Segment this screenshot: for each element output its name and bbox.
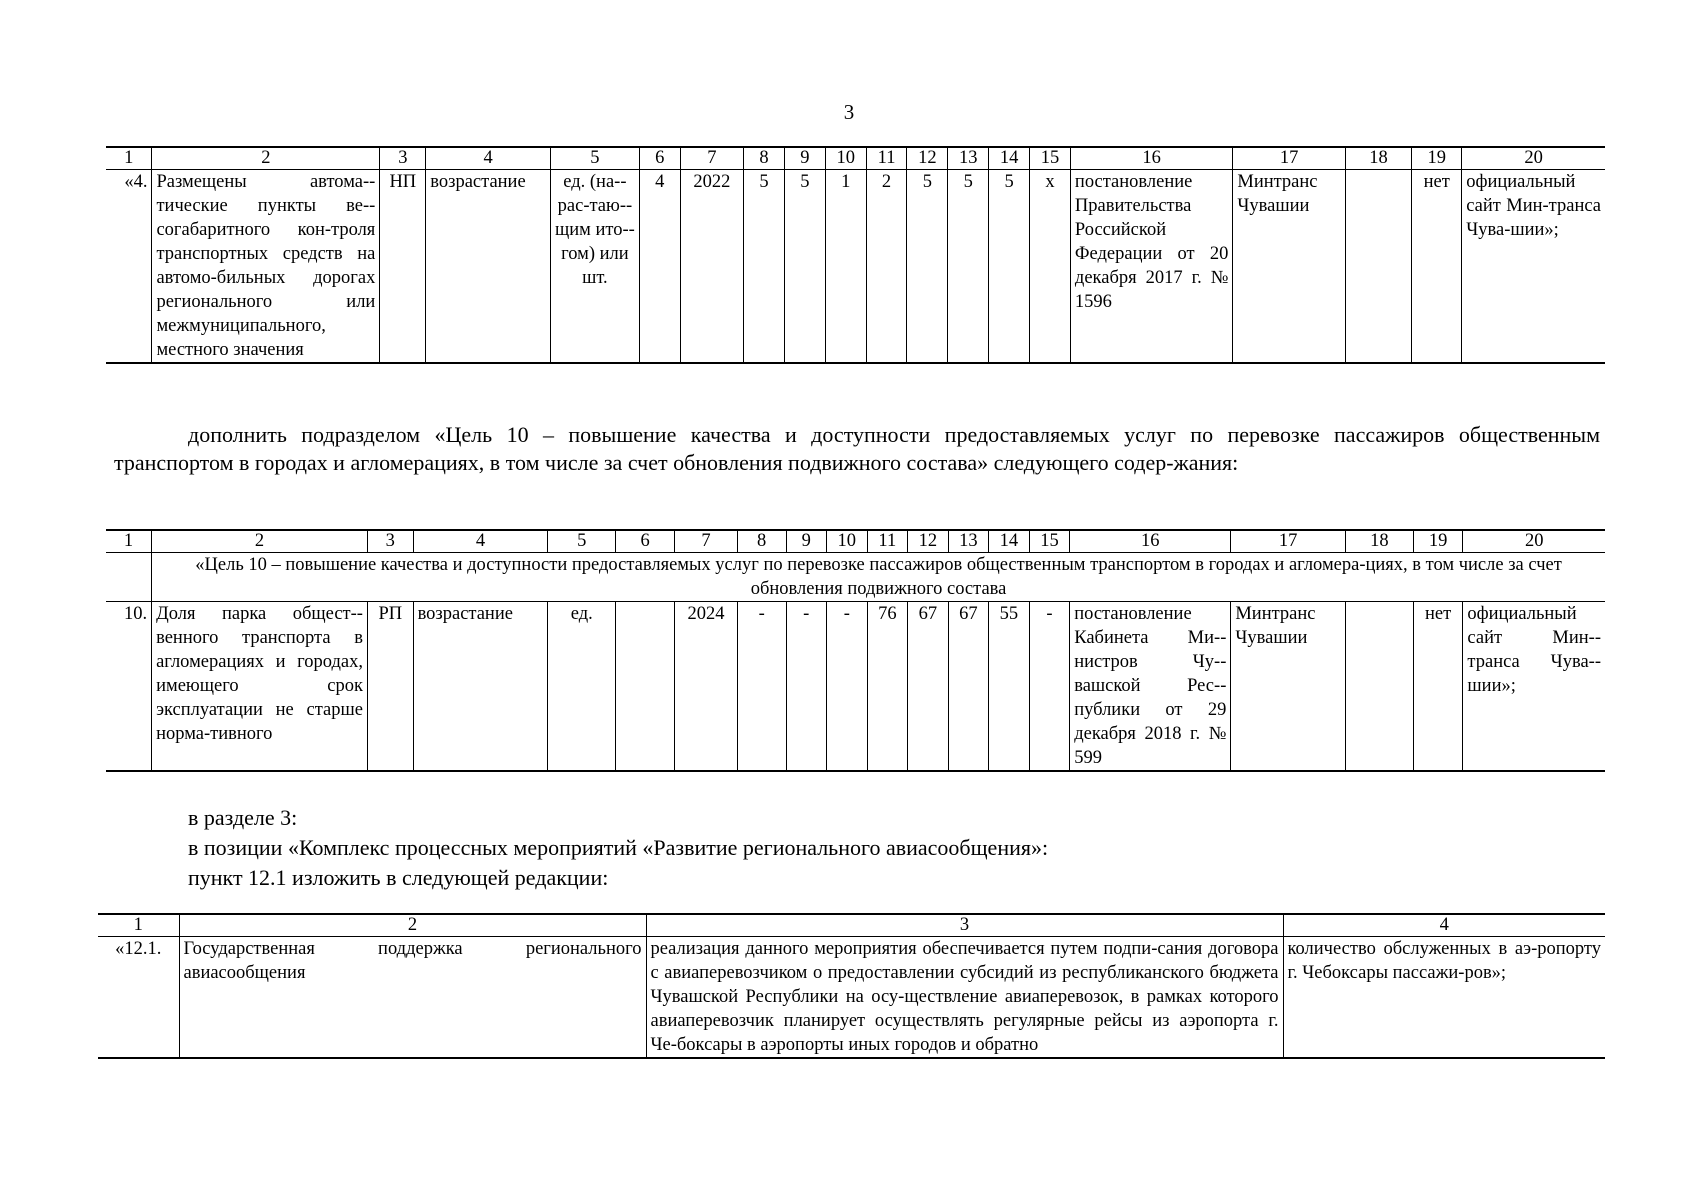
- header-cell: 18: [1345, 147, 1411, 170]
- header-cell: 3: [380, 147, 426, 170]
- value-cell: 67: [908, 602, 949, 772]
- page-number: 3: [843, 100, 855, 124]
- value-cell: 76: [867, 602, 908, 772]
- header-cell: 2: [179, 914, 646, 937]
- responsible-body: Минтранс Чувашии: [1233, 170, 1345, 364]
- empty-cell: [106, 553, 152, 602]
- value-cell: -: [737, 602, 786, 772]
- base-year: 2022: [680, 170, 743, 364]
- indicator-direction: возрастание: [413, 602, 548, 772]
- header-cell: 5: [548, 530, 616, 553]
- header-cell: 6: [616, 530, 675, 553]
- section-line: в разделе 3:: [188, 805, 298, 830]
- row-number: 10.: [106, 602, 152, 772]
- header-cell: 16: [1070, 147, 1232, 170]
- base-year: 2024: [675, 602, 738, 772]
- header-cell: 13: [948, 147, 989, 170]
- header-cell: 15: [1029, 530, 1070, 553]
- value-cell: 67: [948, 602, 989, 772]
- activity-table: [98, 913, 1605, 1059]
- header-cell: 8: [737, 530, 786, 553]
- row-number: «4.: [106, 170, 152, 364]
- header-cell: 7: [675, 530, 738, 553]
- header-cell: 13: [948, 530, 989, 553]
- empty-cell: [1345, 602, 1413, 772]
- header-cell: 4: [1283, 914, 1605, 937]
- flag-cell: нет: [1413, 602, 1463, 772]
- value-cell: 1: [825, 170, 866, 364]
- goal-row: [106, 553, 1605, 602]
- table-row: [106, 170, 1605, 364]
- header-cell: 11: [867, 530, 908, 553]
- base-value: [616, 602, 675, 772]
- value-cell: х: [1030, 170, 1071, 364]
- row-number: «12.1.: [98, 937, 179, 1059]
- header-cell: 1: [98, 914, 179, 937]
- header-cell: 10: [827, 530, 868, 553]
- table-row: [106, 602, 1605, 772]
- value-cell: -: [1029, 602, 1070, 772]
- indicator-direction: возрастание: [426, 170, 551, 364]
- flag-cell: нет: [1412, 170, 1462, 364]
- header-cell: 19: [1413, 530, 1463, 553]
- value-cell: -: [827, 602, 868, 772]
- header-cell: 9: [784, 147, 825, 170]
- paragraph-amendment: дополнить подразделом «Цель 10 – повышение качества и доступности предоставляемых услуг по перевозке пассажиров общественным транспортом в городах и агломерациях, в том числе за счет обновления подвижного состава» следующего содер-жания:: [114, 422, 1600, 475]
- header-cell: 14: [989, 530, 1030, 553]
- indicator-name: Размещены автома-тические пункты ве-согабаритного кон-троля транспортных средств на автомо-бильных дорогах регионального или межмуниципального, местного значения: [152, 170, 380, 364]
- header-cell: 15: [1030, 147, 1071, 170]
- value-cell: 5: [989, 170, 1030, 364]
- header-cell: 20: [1462, 147, 1605, 170]
- activity-name: Государственная поддержка регионального авиасообщения: [179, 937, 646, 1059]
- header-cell: 3: [646, 914, 1283, 937]
- header-cell: 1: [106, 530, 152, 553]
- value-cell: 5: [784, 170, 825, 364]
- header-cell: 11: [866, 147, 907, 170]
- header-cell: 14: [989, 147, 1030, 170]
- header-cell: 2: [152, 147, 380, 170]
- value-cell: 2: [866, 170, 907, 364]
- base-value: 4: [639, 170, 680, 364]
- value-cell: -: [786, 602, 827, 772]
- header-cell: 5: [550, 147, 639, 170]
- header-cell: 16: [1070, 530, 1231, 553]
- indicator-unit: ед.: [548, 602, 616, 772]
- header-cell: 20: [1463, 530, 1605, 553]
- header-cell: 17: [1233, 147, 1345, 170]
- header-cell: 9: [786, 530, 827, 553]
- table-row: [98, 937, 1605, 1059]
- header-cell: 4: [426, 147, 551, 170]
- activity-description: реализация данного мероприятия обеспечивается путем подпи-сания договора с авиаперевозчиком о предоставлении субсидий из республиканского бюджета Чувашской Республики на осу-ществление авиаперевозок, в рамках которого авиаперевозчик планирует осуществлять регулярные рейсы из аэропорта г. Че-боксары в аэропорты иных городов и обратно: [646, 937, 1283, 1059]
- header-cell: 18: [1345, 530, 1413, 553]
- header-cell: 12: [908, 530, 949, 553]
- header-cell: 19: [1412, 147, 1462, 170]
- header-cell: 8: [744, 147, 785, 170]
- empty-cell: [1345, 170, 1411, 364]
- responsible-body: Минтранс Чувашии: [1231, 602, 1346, 772]
- value-cell: 5: [744, 170, 785, 364]
- regulatory-document: постановление Правительства Российской Федерации от 20 декабря 2017 г. № 1596: [1070, 170, 1232, 364]
- regulatory-document: постановление Кабинета Ми-нистров Чу-вашской Рес-публики от 29 декабря 2018 г. № 599: [1070, 602, 1231, 772]
- table-header-row: [106, 147, 1605, 170]
- header-cell: 17: [1231, 530, 1346, 553]
- indicator-name: Доля парка общест-венного транспорта в агломерациях и городах, имеющего срок эксплуатации не старше норма-тивного: [152, 602, 368, 772]
- value-cell: 5: [907, 170, 948, 364]
- indicator-table-2: [106, 529, 1605, 772]
- table-header-row: [98, 914, 1605, 937]
- header-cell: 4: [413, 530, 548, 553]
- header-cell: 6: [639, 147, 680, 170]
- header-cell: 7: [680, 147, 743, 170]
- indicator-table-1: [106, 146, 1605, 364]
- indicator-unit: ед. (на-рас-таю-щим ито-гом) или шт.: [550, 170, 639, 364]
- value-cell: 55: [989, 602, 1030, 772]
- header-cell: 12: [907, 147, 948, 170]
- header-cell: 3: [367, 530, 413, 553]
- goal-title: «Цель 10 – повышение качества и доступности предоставляемых услуг по перевозке пассажиров общественным транспортом в городах и агломера-циях, в том числе за счет обновления подвижного состава: [152, 553, 1605, 602]
- indicator-level: НП: [380, 170, 426, 364]
- value-cell: 5: [948, 170, 989, 364]
- indicator-level: РП: [367, 602, 413, 772]
- table-header-row: [106, 530, 1605, 553]
- position-line: в позиции «Комплекс процессных мероприятий «Развитие регионального авиасообщения»:: [188, 835, 1049, 860]
- info-source: официальный сайт Мин-транса Чува-шии»;: [1463, 602, 1605, 772]
- info-source: официальный сайт Мин-транса Чува-шии»;: [1462, 170, 1605, 364]
- header-cell: 1: [106, 147, 152, 170]
- activity-indicator: количество обслуженных в аэ-ропорту г. Чебоксары пассажи-ров»;: [1283, 937, 1605, 1059]
- header-cell: 10: [825, 147, 866, 170]
- instruction-line: пункт 12.1 изложить в следующей редакции:: [188, 865, 609, 890]
- header-cell: 2: [152, 530, 368, 553]
